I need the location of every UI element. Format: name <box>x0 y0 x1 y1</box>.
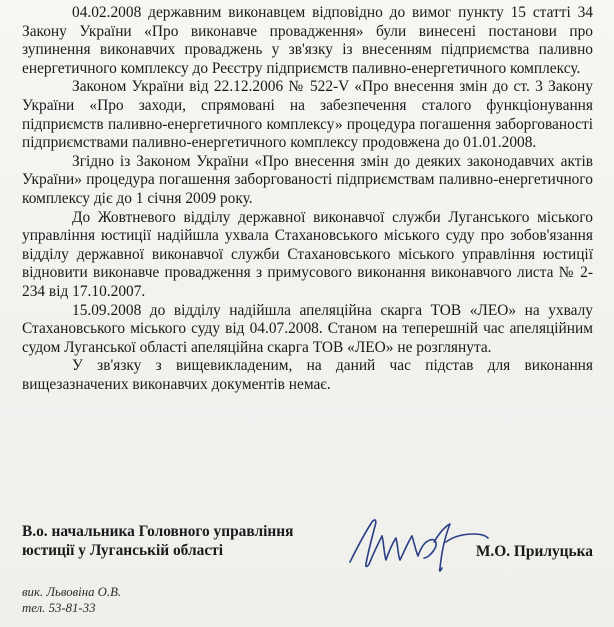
paragraph: 04.02.2008 державним виконавцем відповідно до вимог пункту 15 статті 34 Закону України «Про виконавче провадження» були винесені постанови про зупинення виконавчих проваджень у зв'язку із внесенням підприємства паливно енергетичного комплексу до Реєстру підприємств паливно-енергетичного комплексу. <box>22 4 593 77</box>
signer-title-line: юстиції у Луганській області <box>22 542 223 559</box>
executor-phone: тел. 53-81-33 <box>22 601 96 615</box>
paragraph: Згідно із Законом України «Про внесення змін до деяких законодавчих актів України» процедура погашення заборгованості підприємствам паливно-енергетичного комплексу діє до 1 січня 2009 року. <box>22 152 593 207</box>
executor-name: вик. Львовіна О.В. <box>22 585 122 599</box>
signer-title-line: В.о. начальника Головного управління <box>22 523 294 540</box>
handwritten-signature <box>342 512 492 574</box>
letter-body <box>22 4 593 394</box>
executor-info <box>22 584 121 616</box>
signature-block <box>22 522 593 582</box>
paragraph: Законом України від 22.12.2006 № 522-V «Про внесення змін до ст. 3 Закону України «Про заходи, спрямовані на забезпечення сталого функціонування підприємств паливно-енергетичного комплексу» процедура погашення заборгованості підприємствами паливно-енергетичного комплексу продовжена до 01.01.2008. <box>22 78 593 152</box>
paragraph: До Жовтневого відділу державної виконавчої служби Луганського міського управління юстиції надійшла ухвала Стахановського міського суду про зобов'язання відділу державної виконавчої служби Стахановського міського управління юстиції відновити виконавче провадження з примусового виконання виконавчого листа № 2-234 від 17.10.2007. <box>22 208 593 300</box>
signer-title <box>22 522 293 560</box>
paragraph: 15.09.2008 до відділу надійшла апеляційна скарга ТОВ «ЛЕО» на ухвалу Стахановського міського суду від 04.07.2008. Станом на теперешній час апеляційним судом Луганської області апеляційна скарга ТОВ «ЛЕО» не розглянута. <box>22 301 593 356</box>
signer-name: М.О. Прилуцька <box>475 543 593 560</box>
paragraph: У зв'язку з вищевикладеним, на даний час підстав для виконання вищезазначених виконавчих документів немає. <box>22 357 593 393</box>
